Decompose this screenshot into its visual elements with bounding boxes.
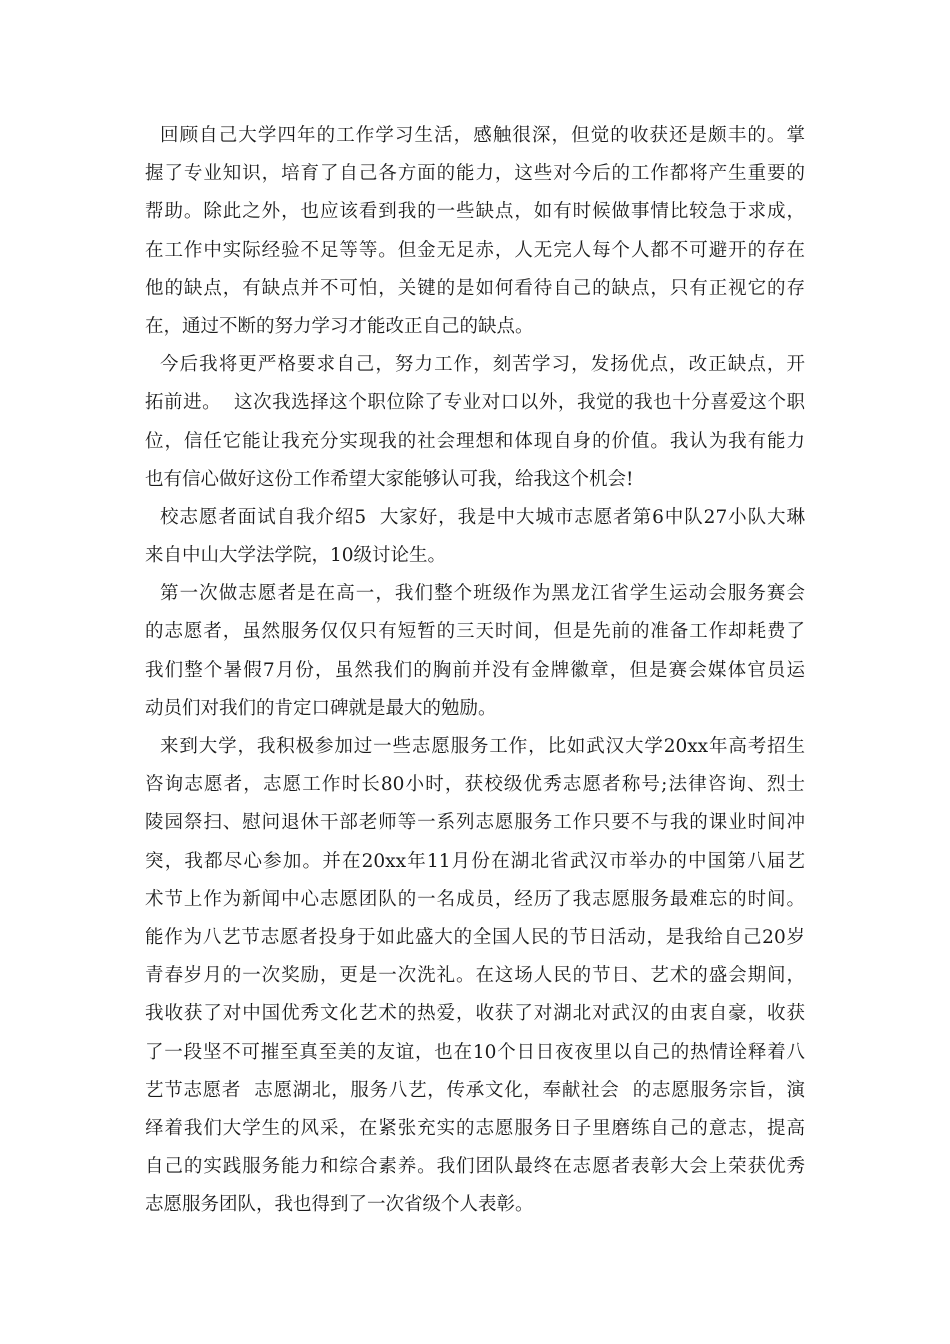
text-line: 来到大学，我积极参加过一些志愿服务工作，比如武汉大学20xx年高考招生 — [160, 736, 805, 757]
paragraph — [145, 346, 805, 499]
text-line: 术节上作为新闻中心志愿团队的一名成员，经历了我志愿服务最难忘的时间。 — [145, 888, 805, 910]
text-line: 回顾自己大学四年的工作学习生活，感触很深，但觉的收获还是颇丰的。掌 — [160, 125, 805, 146]
text-line: 拓前进。 这次我选择这个职位除了专业对口以外，我觉的我也十分喜爱这个职 — [145, 392, 805, 414]
text-line: 艺节志愿者 志愿湖北，服务八艺，传承文化，奉献社会 的志愿服务宗旨，演 — [145, 1079, 805, 1101]
text-line: 能作为八艺节志愿者投身于如此盛大的全国人民的节日活动，是我给自己20岁 — [145, 926, 805, 948]
text-line: 他的缺点，有缺点并不可怕，关键的是如何看待自己的缺点，只有正视它的存 — [145, 277, 805, 299]
text-line: 位，信任它能让我充分实现我的社会理想和体现自身的价值。我认为我有能力 — [145, 430, 805, 452]
paragraph — [145, 575, 805, 728]
text-line: 我们整个暑假7月份，虽然我们的胸前并没有金牌徽章，但是赛会媒体官员运 — [145, 659, 805, 681]
text-line: 的志愿者，虽然服务仅仅只有短暂的三天时间，但是先前的准备工作却耗费了 — [145, 621, 805, 643]
paragraph — [145, 117, 805, 346]
text-line: 陵园祭扫、慰问退休干部老师等一系列志愿服务工作只要不与我的课业时间冲 — [145, 812, 805, 834]
text-line: 突，我都尽心参加。并在20xx年11月份在湖北省武汉市举办的中国第八届艺 — [145, 850, 805, 872]
paragraph — [145, 728, 805, 1224]
text-line: 动员们对我们的肯定口碑就是最大的勉励。 — [145, 697, 497, 719]
text-line: 在，通过不断的努力学习才能改正自己的缺点。 — [145, 315, 534, 337]
text-line: 了一段坚不可摧至真至美的友谊，也在10个日日夜夜里以自己的热情诠释着八 — [145, 1041, 805, 1063]
text-line: 咨询志愿者，志愿工作时长80小时，获校级优秀志愿者称号;法律咨询、烈士 — [145, 774, 805, 796]
text-line: 来自中山大学法学院，10级讨论生。 — [145, 545, 447, 567]
text-line: 校志愿者面试自我介绍5 大家好，我是中大城市志愿者第6中队27小队大琳 — [160, 506, 805, 528]
paragraph — [145, 499, 805, 575]
text-line: 帮助。除此之外，也应该看到我的一些缺点，如有时候做事情比较急于求成， — [145, 201, 805, 223]
text-line: 握了专业知识，培育了自己各方面的能力，这些对今后的工作都将产生重要的 — [145, 163, 805, 185]
text-line: 第一次做志愿者是在高一，我们整个班级作为黑龙江省学生运动会服务赛会 — [160, 583, 805, 605]
text-line: 也有信心做好这份工作希望大家能够认可我，给我这个机会! — [145, 468, 634, 490]
text-line: 我收获了对中国优秀文化艺术的热爱，收获了对湖北对武汉的由衷自豪，收获 — [145, 1003, 805, 1025]
text-line: 青春岁月的一次奖励，更是一次洗礼。在这场人民的节日、艺术的盛会期间， — [145, 965, 805, 987]
document-body — [145, 117, 805, 1224]
text-line: 在工作中实际经验不足等等。但金无足赤，人无完人每个人都不可避开的存在 — [145, 239, 805, 261]
text-line: 今后我将更严格要求自己，努力工作，刻苦学习，发扬优点，改正缺点，开 — [160, 354, 805, 376]
text-line: 自己的实践服务能力和综合素养。我们团队最终在志愿者表彰大会上荣获优秀 — [145, 1156, 805, 1178]
text-line: 志愿服务团队，我也得到了一次省级个人表彰。 — [145, 1194, 534, 1216]
text-line: 绎着我们大学生的风采，在紧张充实的志愿服务日子里磨练自己的意志，提高 — [145, 1117, 805, 1139]
